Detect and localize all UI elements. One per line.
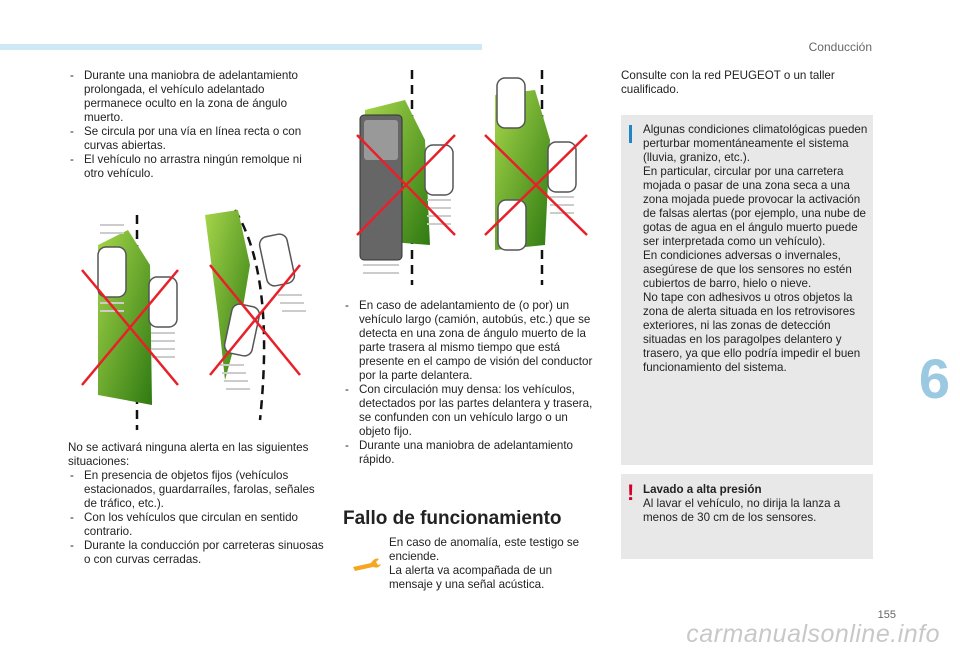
exclamation-icon: ! — [627, 480, 635, 505]
list-item: - Durante una maniobra de adelantamiento prolongada, el vehículo adelantado permanece oculto en la zona de ángulo muerto. — [68, 69, 320, 125]
illustration-long-vehicle-scenes — [355, 70, 595, 285]
wrench-warning-icon — [351, 555, 381, 573]
list-item: - Con circulación muy densa: los vehículos, detectados por las partes delantera y trasera, se confunden con un vehículo largo o un objeto fijo. — [343, 383, 599, 439]
list-item: - En caso de adelantamiento de (o por) un vehículo largo (camión, autobús, etc.) que se detecta en una zona de ángulo muerto de la parte trasera al mismo tiempo que está presente en el campo de visión del conductor por la parte delantera. — [343, 299, 599, 383]
list-item: - El vehículo no arrastra ningún remolque ni otro vehículo. — [68, 153, 320, 181]
section-title-fault: Fallo de funcionamiento — [343, 508, 562, 529]
truck-icon — [360, 115, 402, 260]
no-alert-intro: No se activará ninguna alerta en las siguientes situaciones: — [68, 441, 309, 468]
list-item: - En presencia de objetos fijos (vehículos estacionados, guardarraíles, farolas, señales de tráfico, etc.). — [68, 469, 324, 511]
list-item: - Se circula por una vía en línea recta o con curvas abiertas. — [68, 125, 320, 153]
consult-text: Consulte con la red PEUGEOT o un taller cualificado. — [621, 69, 835, 96]
section-header-title: Conducción — [808, 40, 872, 54]
illustration-no-alert-scenes — [70, 205, 330, 435]
no-alert-section — [68, 441, 324, 567]
list-item: - Durante una maniobra de adelantamiento rápido. — [343, 439, 599, 467]
warning-text: Al lavar el vehículo, no dirija la lanza a menos de 30 cm de los sensores. — [643, 497, 841, 524]
watermark: carmanualsonline.info — [686, 620, 940, 648]
page-number: 155 — [877, 609, 896, 621]
warning-title: Lavado a alta presión — [643, 483, 762, 496]
info-note-text: Algunas condiciones climatológicas pueden perturbar momentáneamente el sistema (lluvia, granizo, etc.). En particular, circular por una carretera mojada o pasar de una zona seca a una zona mojada puede provocar la activación de falsas alertas (por ejemplo, una nube de gotas de agua en el ángulo muerto puede ser interpretada como un vehículo). En condiciones adversas o invernales, asegúrese de que los sensores no estén cubiertos de barro, hielo o nieve. No tape con adhesivos u otros objetos la zona de alerta situada en los retrovisores exteriores, ni las zonas de detección situadas en los paragolpes delantero y trasero, ya que ello podría impedir el buen funcionamiento del sistema. — [643, 123, 868, 374]
info-marker-icon — [629, 125, 632, 143]
warning-note-box — [621, 474, 873, 559]
fault-description: En caso de anomalía, este testigo se enciende. La alerta va acompañada de un mensaje y una señal acústica. — [389, 536, 580, 591]
no-alert-list — [68, 469, 324, 567]
header-accent-bar — [0, 44, 482, 50]
conditions-list — [68, 69, 320, 181]
list-item: - Con los vehículos que circulan en sentido contrario. — [68, 511, 324, 539]
info-note-box — [621, 115, 873, 465]
long-vehicle-list — [343, 299, 599, 467]
list-item: - Durante la conducción por carreteras sinuosas o con curvas cerradas. — [68, 539, 324, 567]
chapter-number: 6 — [918, 347, 950, 410]
